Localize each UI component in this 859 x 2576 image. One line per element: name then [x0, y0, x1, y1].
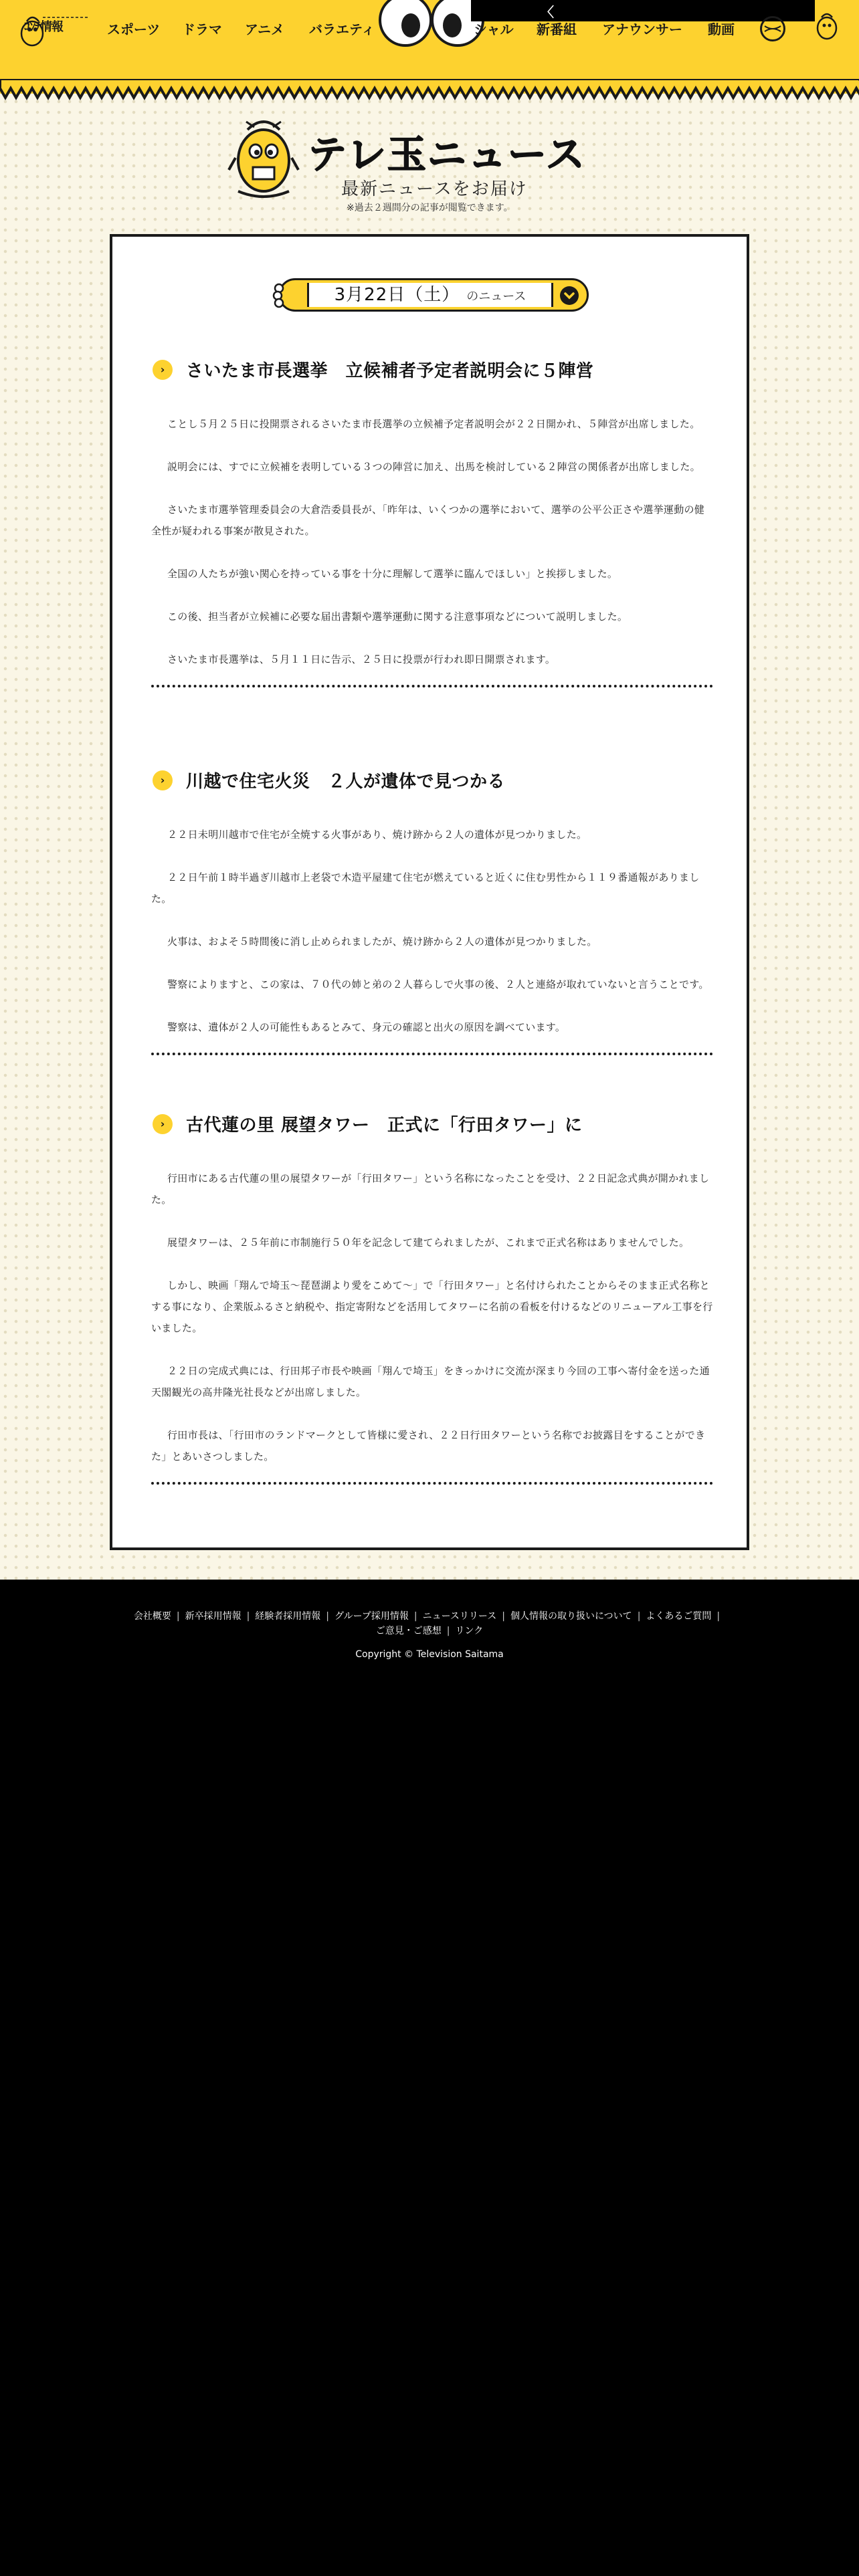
article-paragraph: 警察によりますと、この家は、７０代の姉と弟の２人暮らしで火事の後、２人と連絡が取れていないと言うことです。 [167, 978, 709, 990]
footer-link-experienced[interactable]: 経験者採用情報 [255, 1611, 321, 1622]
footer-separator: | [446, 1626, 450, 1636]
article-title: 川越で住宅火災 ２人が遺体で見つかる [186, 772, 506, 792]
archive-note: ※過去２週間分の記事が閲覧できます。 [347, 203, 513, 213]
mascot-menu-icon[interactable] [814, 9, 839, 35]
article-header [151, 1111, 713, 1138]
footer-separator: | [502, 1611, 505, 1622]
footer-link-links[interactable]: リンク [455, 1626, 484, 1636]
nav-anime[interactable]: アニメ [245, 21, 284, 37]
chevron-down-glyph [560, 286, 579, 305]
article-paragraph: 全国の人たちが強い関心を持っている事を十分に理解して選挙に臨んでほしい」と挨拶しました。 [167, 568, 618, 580]
date-selector[interactable] [278, 278, 589, 312]
article-body [151, 413, 713, 670]
nav-new-programs[interactable]: 新番組 [537, 21, 577, 37]
footer-link-feedback[interactable]: ご意見・ご感想 [375, 1626, 442, 1636]
copyright: Copyright © Television Saitama [355, 1649, 504, 1660]
nav-special[interactable]: シャル [474, 21, 514, 37]
article-paragraph: 行田市にある古代蓮の里の展望タワーが「行田タワー」という名称になったことを受け、２２日記念式典が開かれました。 [151, 1172, 710, 1206]
article-body [151, 824, 713, 1038]
page-title: テレ玉ニュース [308, 132, 586, 177]
footer-link-faq[interactable]: よくあるご質問 [646, 1611, 712, 1622]
nav-variety[interactable]: バラエティ [309, 21, 375, 37]
header-zigzag-edge [0, 79, 859, 102]
article-paragraph: ２２日の完成式典には、行田邦子市長や映画「翔んで埼玉」をきっかけに交流が深まり今回の工事へ寄付金を送った通天閣観光の高井隆光社長などが出席しました。 [151, 1365, 710, 1398]
nav-announcers[interactable]: アナウンサー [602, 21, 682, 37]
footer-link-news-release[interactable]: ニュースリリース [422, 1611, 497, 1622]
nav-video[interactable]: 動画 [708, 21, 735, 37]
chevron-right-icon: › [153, 770, 173, 790]
ball-icon-glyph [762, 18, 783, 39]
article-title: さいたま市長選挙 立候補者予定者説明会に５陣営 [186, 361, 594, 381]
article-title: 古代蓮の里 展望タワー 正式に「行田タワー」に [186, 1115, 583, 1136]
footer-links [0, 1609, 859, 1638]
footer-links-row [0, 1624, 859, 1638]
chevron-right-icon: › [153, 360, 173, 380]
article-paragraph: ことし５月２５日に投開票されるさいたま市長選挙の立候補予定者説明会が２２日開かれ、５陣営が出席しました。 [167, 418, 700, 430]
news-container [110, 234, 749, 1550]
footer-separator: | [246, 1611, 250, 1622]
article-paragraph: 警察は、遺体が２人の可能性もあるとみて、身元の確認と出火の原因を調べています。 [167, 1021, 566, 1033]
footer-link-privacy[interactable]: 個人情報の取り扱いについて [510, 1611, 632, 1622]
article-paragraph: 展望タワーは、２５年前に市制施行５０年を記念して建てられましたが、これまで正式名称はありませんでした。 [167, 1237, 690, 1249]
article-paragraph: ２２日午前１時半過ぎ川越市上老袋で木造平屋建て住宅が燃えていると近くに住む男性から１１９番通報がありました。 [151, 871, 700, 905]
chevron-down-icon[interactable] [560, 286, 579, 305]
article-paragraph: しかし、映画「翔んで埼玉～琵琶湖より愛をこめて～」で「行田タワー」と名付けられたことからそのまま正式名称とする事になり、企業版ふるさと納税や、指定寄附などを活用してタワーに名前の看板を付けるなどのリニューアル工事を行いました。 [151, 1279, 713, 1334]
chevron-right-icon: › [153, 1114, 173, 1134]
footer-separator: | [326, 1611, 330, 1622]
article-divider [151, 1053, 713, 1055]
article-paragraph: 火事は、およそ５時間後に消し止められましたが、焼け跡から２人の遺体が見つかりました。 [167, 936, 597, 948]
article-paragraph: ２２日未明川越市で住宅が全焼する火事があり、焼け跡から２人の遺体が見つかりました。 [167, 829, 587, 841]
mascot-eyes-icon [379, 0, 484, 47]
news-article [151, 1111, 713, 1485]
nav-sports[interactable]: スポーツ [107, 21, 161, 37]
mascot-menu-glyph [814, 9, 840, 40]
footer-separator: | [413, 1611, 417, 1622]
nav-drama[interactable]: ドラマ [182, 21, 222, 37]
article-paragraph: この後、担当者が立候補に必要な届出書類や選挙運動に関する注意事項などについて説明しました。 [167, 611, 628, 623]
article-divider [151, 685, 713, 687]
footer-link-new-grad[interactable]: 新卒採用情報 [185, 1611, 242, 1622]
selected-date: 3月22日（土） [334, 285, 460, 305]
footer-separator: | [637, 1611, 641, 1622]
article-paragraph: さいたま市選挙管理委員会の大倉浩委員長が、「昨年は、いくつかの選挙において、選挙の公平公正さや選挙運動の健全性が疑われる事案が散見された。 [151, 504, 705, 537]
date-suffix: のニュース [466, 290, 527, 304]
article-paragraph: 行田市長は、「行田市のランドマークとして皆様に愛され、２２日行田タワーという名称でお披露目をすることができた」とあいさつしました。 [151, 1429, 706, 1463]
site-footer [0, 1580, 859, 2576]
article-divider [151, 1482, 713, 1485]
news-article [151, 768, 713, 1055]
footer-link-company[interactable]: 会社概要 [133, 1611, 171, 1622]
news-article [151, 357, 713, 687]
article-header [151, 768, 713, 794]
article-header [151, 357, 713, 384]
page-subtitle: 最新ニュースをお届け [341, 179, 528, 199]
article-body [151, 1168, 713, 1467]
pill-left-deco-icon [272, 283, 290, 308]
date-display[interactable] [307, 283, 553, 307]
footer-separator: | [717, 1611, 721, 1622]
article-paragraph: さいたま市長選挙は、５月１１日に告示、２５日に投票が行われ即日開票されます。 [167, 653, 556, 665]
footer-separator: | [176, 1611, 180, 1622]
footer-links-row [0, 1609, 859, 1624]
banner-prev-icon[interactable]: 〈 [541, 4, 554, 20]
logo-text[interactable]: ｺﾝﾃ情報 [24, 20, 63, 34]
mascot-illustration [227, 118, 300, 206]
footer-link-group[interactable]: グループ採用情報 [335, 1611, 409, 1622]
article-paragraph: 説明会には、すでに立候補を表明している３つの陣営に加え、出馬を検討している２陣営の関係者が出席しました。 [167, 461, 700, 473]
ball-icon[interactable] [760, 16, 785, 41]
